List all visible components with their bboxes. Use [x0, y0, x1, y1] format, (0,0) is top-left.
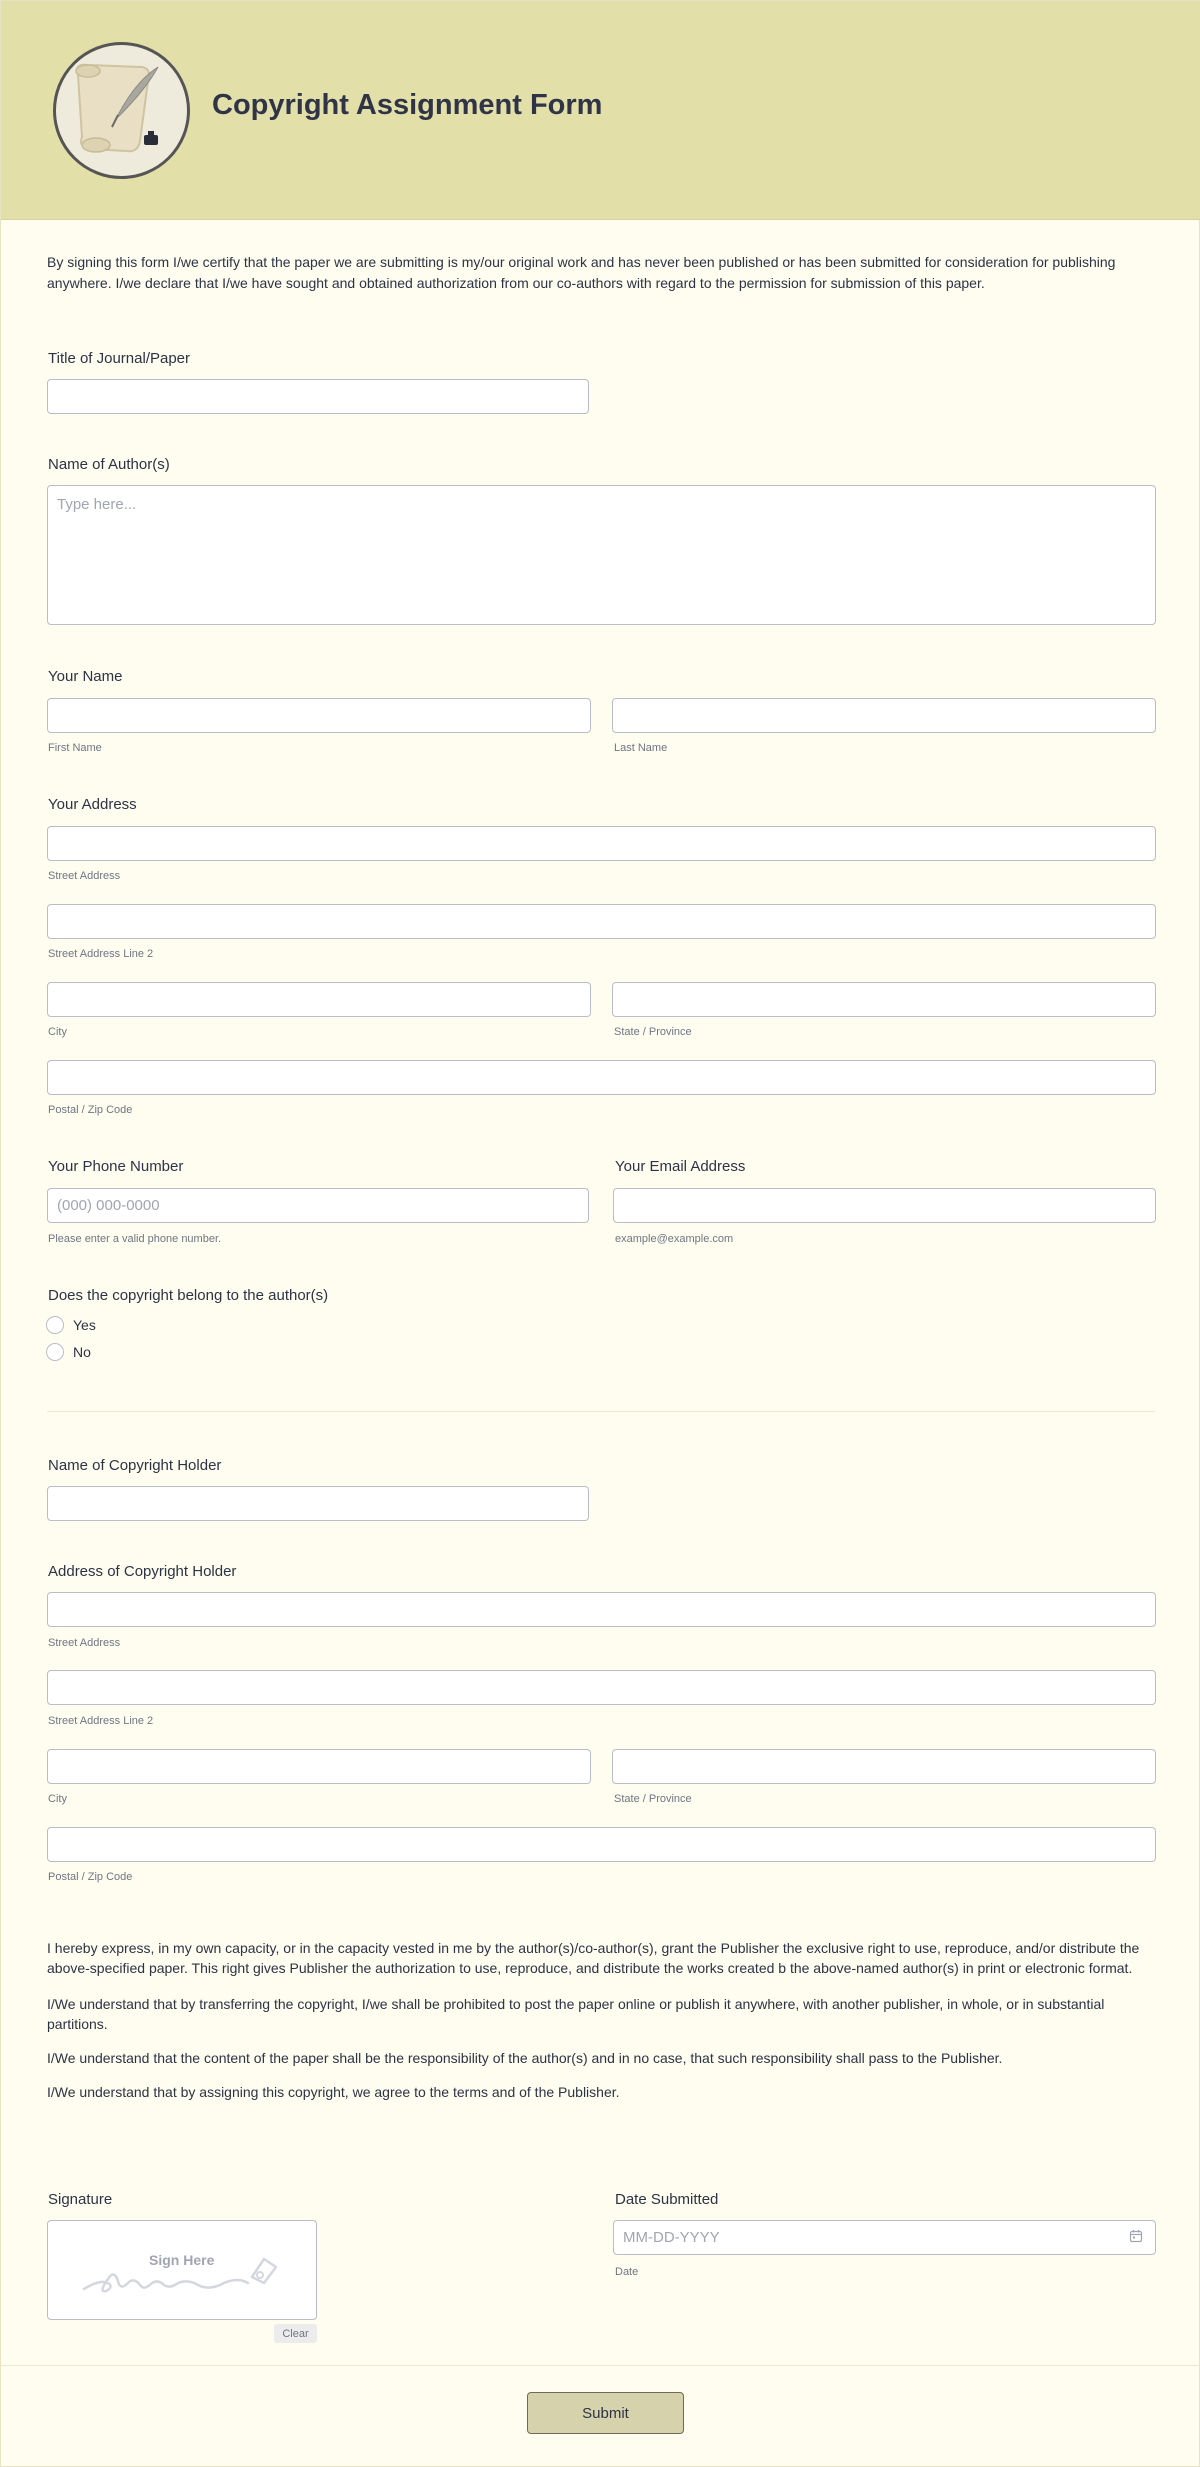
city-input[interactable] [47, 982, 591, 1017]
holder-postal-code-input[interactable] [47, 1827, 1156, 1862]
holder-name-label: Name of Copyright Holder [48, 1457, 222, 1474]
signature-label: Signature [48, 2191, 113, 2208]
form-header [1, 1, 1200, 220]
phone-sublabel: Please enter a valid phone number. [48, 1233, 222, 1245]
sign-here-text: Sign Here [149, 2252, 215, 2268]
submit-button[interactable]: Submit [527, 2392, 684, 2434]
phone-input[interactable] [47, 1188, 589, 1223]
postal-code-input[interactable] [47, 1060, 1156, 1095]
radio-label-no: No [73, 1344, 91, 1360]
street-address-line2-sublabel: Street Address Line 2 [48, 948, 154, 960]
holder-city-input[interactable] [47, 1749, 591, 1784]
scroll-and-quill-icon [53, 42, 190, 179]
email-sublabel: example@example.com [615, 1233, 734, 1245]
radio-label-yes: Yes [73, 1317, 96, 1333]
terms-paragraph-1: I hereby express, in my own capacity, or in the capacity vested in me by the author(s)/co-author(s), grant the Publisher the exclusive right to use, reproduce, and/or distribute the above-specified paper. This right gives Publisher the authorization to use, reproduce, and distribute the works created b the above-named author(s) in print or electronic format. [47, 1940, 1140, 1976]
date-input[interactable] [613, 2220, 1156, 2255]
street-address-sublabel: Street Address [48, 870, 121, 882]
street-address-input[interactable] [47, 826, 1156, 861]
holder-address-label: Address of Copyright Holder [48, 1563, 237, 1580]
holder-state-sublabel: State / Province [614, 1793, 692, 1805]
state-sublabel: State / Province [614, 1026, 692, 1038]
holder-name-input[interactable] [47, 1486, 589, 1521]
intro-text: By signing this form I/we certify that the paper we are submitting is my/our original work and has never been published or has been submitted for consideration for publishing anywhere. I/we declare that I/we have sought and obtained authorization from our co-authors with regard to the permission for submission of this paper. [47, 254, 1116, 291]
state-input[interactable] [612, 982, 1156, 1017]
street-address-line2-input[interactable] [47, 904, 1156, 939]
terms-paragraph-4: I/We understand that by assigning this copyright, we agree to the terms and of the Publisher. [47, 2084, 620, 2100]
radio-option-yes[interactable] [46, 1316, 96, 1334]
radio-button[interactable] [46, 1316, 64, 1334]
holder-city-sublabel: City [48, 1793, 67, 1805]
signature-squiggle-icon [48, 2221, 317, 2320]
journal-title-label: Title of Journal/Paper [48, 350, 191, 367]
journal-title-input[interactable] [47, 379, 589, 414]
date-sublabel: Date [615, 2266, 639, 2278]
city-sublabel: City [48, 1026, 67, 1038]
section-divider [47, 1411, 1155, 1412]
holder-state-input[interactable] [612, 1749, 1156, 1784]
your-address-label: Your Address [48, 796, 137, 813]
email-label: Your Email Address [615, 1158, 746, 1175]
your-name-label: Your Name [48, 668, 123, 685]
email-input[interactable] [613, 1188, 1156, 1223]
postal-code-sublabel: Postal / Zip Code [48, 1104, 133, 1116]
holder-street-address-line2-input[interactable] [47, 1670, 1156, 1705]
copyright-belongs-label: Does the copyright belong to the author(s) [48, 1287, 329, 1304]
holder-street-address-sublabel: Street Address [48, 1637, 121, 1649]
first-name-sublabel: First Name [48, 742, 102, 754]
signature-pad[interactable] [47, 2220, 317, 2320]
last-name-sublabel: Last Name [614, 742, 668, 754]
date-submitted-label: Date Submitted [615, 2191, 719, 2208]
last-name-input[interactable] [612, 698, 1156, 733]
terms-paragraph-3: I/We understand that the content of the paper shall be the responsibility of the author(s) and in no case, that such responsibility shall pass to the Publisher. [47, 2050, 1003, 2066]
calendar-icon[interactable] [1129, 2229, 1143, 2243]
radio-option-no[interactable] [46, 1343, 91, 1361]
holder-street-address-input[interactable] [47, 1592, 1156, 1627]
radio-button[interactable] [46, 1343, 64, 1361]
terms-paragraph-2: I/We understand that by transferring the copyright, I/we shall be prohibited to post the paper online or publish it anywhere, with another publisher, in whole, or in substantial partitions. [47, 1996, 1105, 2032]
clear-signature-button[interactable]: Clear [274, 2324, 317, 2343]
holder-postal-code-sublabel: Postal / Zip Code [48, 1871, 133, 1883]
phone-label: Your Phone Number [48, 1158, 184, 1175]
form-title: Copyright Assignment Form [212, 89, 603, 121]
authors-textarea[interactable] [47, 485, 1156, 625]
authors-label: Name of Author(s) [48, 456, 170, 473]
footer-divider [1, 2365, 1200, 2366]
holder-street-address-line2-sublabel: Street Address Line 2 [48, 1715, 154, 1727]
first-name-input[interactable] [47, 698, 591, 733]
